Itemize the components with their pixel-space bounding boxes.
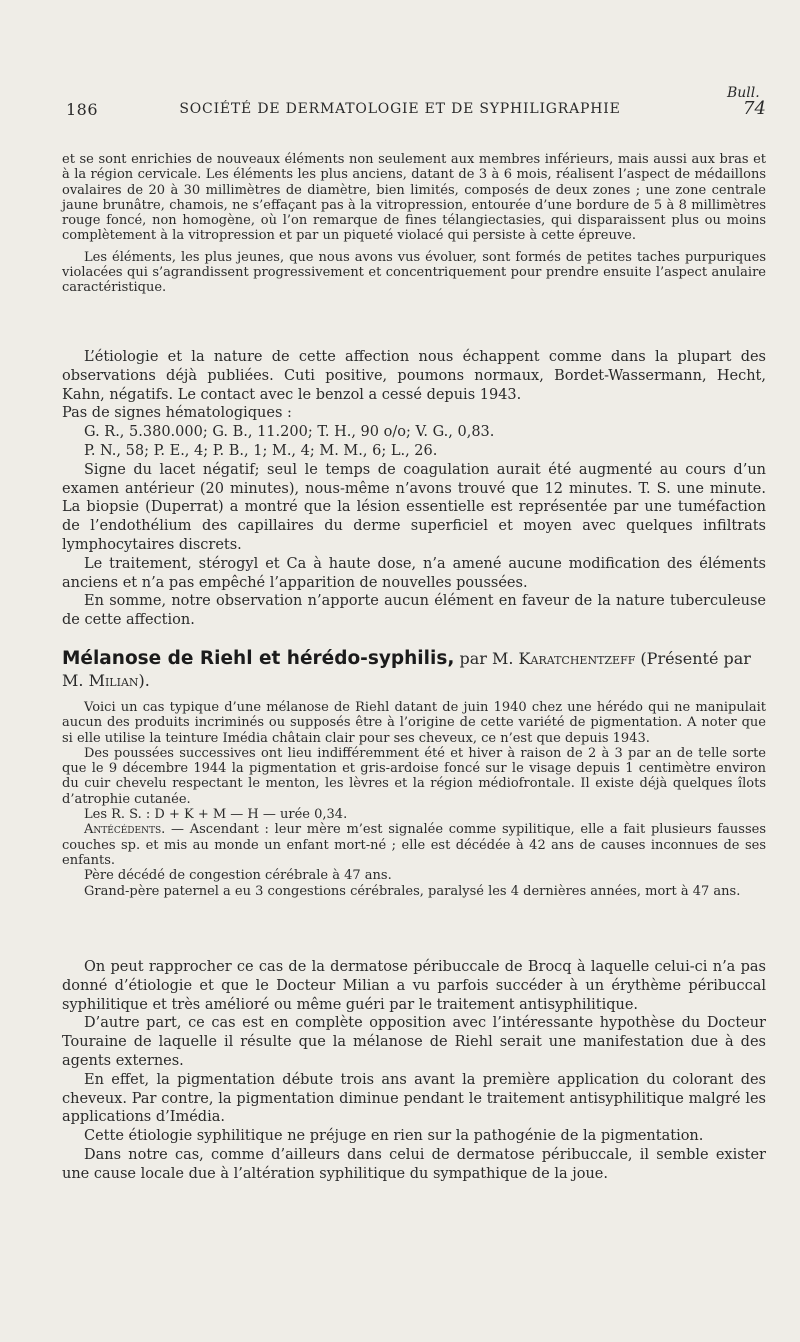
paragraph: On peut rapprocher ce cas de la dermatose péribuccale de Brocq à laquelle celui-ci n’a pas donné d’étiologie et que le Docteur Milian a vu parfois succéder à un érythème péribuccal syphilitique et très amélioré ou même guéri par le traitement antisyphilitique. [62, 959, 766, 1013]
paragraph: G. R., 5.380.000; G. B., 11.200; T. H., 90 o/o; V. G., 0,83. [84, 424, 495, 441]
paragraph: Cette étiologie syphilitique ne préjuge en rien sur la pathogénie de la pigmentation. [84, 1128, 704, 1145]
paragraph: Les éléments, les plus jeunes, que nous avons vus évoluer, sont formés de petites taches purpuriques violacées qui s’agrandissent progressivement et concentriquement pour prendre ensuite l’aspect anulaire caractéristique. [62, 249, 766, 296]
paragraph: Les R. S. : D + K + M — H — urée 0,34. [84, 807, 348, 823]
paragraph: Des poussées successives ont lieu indifféremment été et hiver à raison de 2 à 3 par an de telle sorte que le 9 décembre 1944 la pigmentation et gris-ardoise foncé sur le visage depuis 1 centimètre environ du cuir chevelu respectant le menton, les lèvres et la région médiofrontale. Il existe déjà quelques îlots d’atrophie cutanée. [62, 745, 766, 807]
running-title: SOCIÉTÉ DE DERMATOLOGIE ET DE SYPHILIGRAPHIE [179, 101, 621, 117]
paragraph: Père décédé de congestion cérébrale à 47 ans. [84, 868, 392, 884]
section-2 [62, 348, 766, 630]
paragraph: L’étiologie et la nature de cette affection nous échappent comme dans la plupart des observations déjà publiées. Cuti positive, poumons normaux, Bordet-Wassermann, Hecht, Kahn, négatifs. Le contact avec le benzol a cessé depuis 1943. [62, 349, 766, 403]
bull-mark: Bull. [727, 85, 760, 101]
issue-number: 74 [743, 98, 766, 119]
paragraph: D’autre part, ce cas est en complète opposition avec l’intéressante hypothèse du Docteur Touraine de laquelle il résulte que la mélanose de Riehl serait une manifestation due à des agents externes. [62, 1015, 766, 1069]
paragraph: et se sont enrichies de nouveaux éléments non seulement aux membres inférieurs, mais aussi aux bras et à la région cervicale. Les éléments les plus anciens, datant de 3 à 6 mois, réalisent l’aspect de médaillons ovalaires de 20 à 30 millimètres de diamètre, bien limités, composés de deux zones ; une zone centrale jaune brunâtre, chamois, ne s’effaçant pas à la vitropression, entourée d’une bordure de 5 à 8 millimètres rouge foncé, non homogène, où l’on remarque de fines télangiectasies, qui disparaissent plus ou moins complètement à la vitropression et par un piqueté violacé qui persiste à cette épreuve. [62, 152, 766, 244]
presenter-name: Milian [88, 671, 139, 690]
paragraph: Signe du lacet négatif; seul le temps de coagulation aurait été augmenté au cours d’un examen antérieur (20 minutes), nous-même n’avons trouvé que 12 minutes. T. S. une minute. La biopsie (Duperrat) a montré que la lésion essentielle est représentée par une tuméfaction de l’endothélium des capillaires du derme superficiel et moyen avec quelques infiltrats lymphocytaires discrets. [62, 461, 766, 553]
paragraph: Voici un cas typique d’une mélanose de Riehl datant de juin 1940 chez une hérédo qui ne manipulait aucun des produits incriminés ou supposés être à l’origine de cette variété de pigmentation. A noter que si elle utilise la teinture Imédia châtain clair pour ses cheveux, ce n’est que depuis 1943. [62, 700, 766, 746]
section-5 [62, 958, 766, 1184]
section-3 [62, 700, 766, 899]
page-number: 186 [66, 100, 99, 119]
presented-suffix: ). [138, 671, 150, 690]
paragraph: En effet, la pigmentation débute trois ans avant la première application du colorant des cheveux. Par contre, la pigmentation diminue pendant le traitement antisyphilitique malgré les applications d’Imédia. [62, 1071, 766, 1126]
paragraph: En somme, notre observation n’apporte aucun élément en faveur de la nature tuberculeuse de cette affection. [62, 593, 766, 629]
article-title-text: Mélanose de Riehl et hérédo-syphilis, [62, 648, 455, 669]
article-title [62, 648, 766, 692]
author-prefix: par M. [454, 649, 519, 668]
author-name: Karatchentzeff [518, 649, 636, 668]
paragraph [62, 822, 766, 868]
paragraph: P. N., 58; P. E., 4; P. B., 1; M., 4; M. M., 6; L., 26. [84, 442, 438, 459]
paragraph: Pas de signes hématologiques : [62, 405, 292, 422]
section-1 [62, 152, 766, 296]
paragraph: Dans notre cas, comme d’ailleurs dans celui de dermatose péribuccale, il semble exister une cause locale due à l’altération syphilitique du sympathique de la joue. [62, 1146, 766, 1182]
presented-prefix: (Présenté par M. [62, 649, 751, 690]
paragraph: Le traitement, stérogyl et Ca à haute dose, n’a amené aucune modification des éléments anciens et n’a pas empêché l’apparition de nouvelles poussées. [62, 555, 766, 591]
antecedents-label: Antécédents. [84, 822, 166, 838]
paragraph: Grand-père paternel a eu 3 congestions cérébrales, paralysé les 4 dernières années, mort à 47 ans. [84, 883, 741, 899]
antecedents-text: — Ascendant : leur mère m’est signalée comme sypilitique, elle a fait plusieurs fausses couches sp. et mis au monde un enfant mort-né ; elle est décédée à 42 ans de causes inconnues de ses enfants. [62, 822, 766, 868]
